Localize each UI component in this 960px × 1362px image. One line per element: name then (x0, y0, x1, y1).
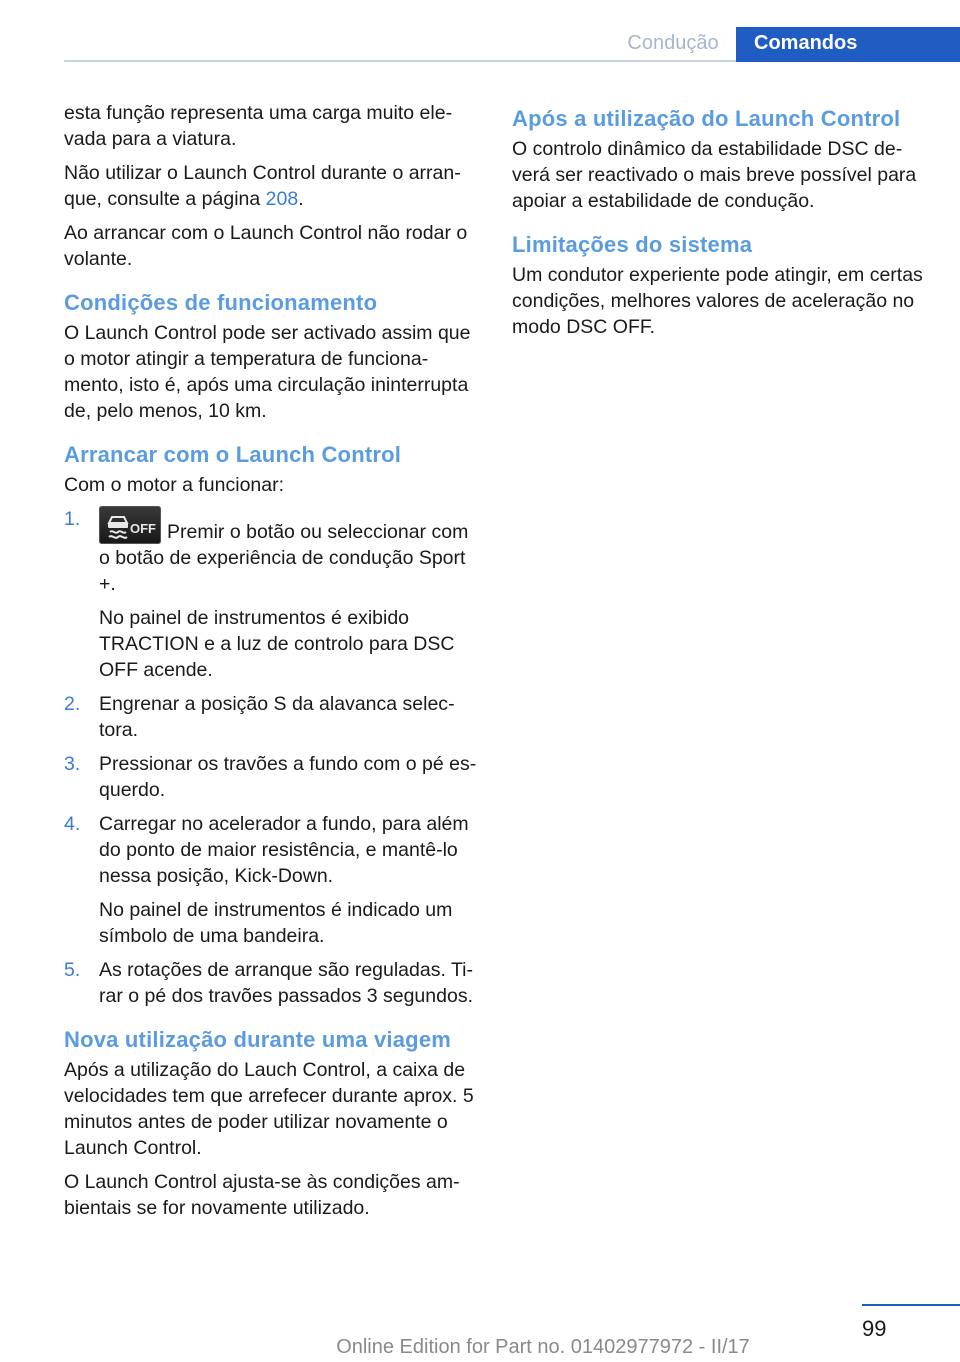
section-heading: Condições de funcionamento (64, 290, 378, 315)
steps-list (64, 506, 478, 1009)
step-text: As rotações de arranque são reguladas. Tirar o pé dos travões passados 3 segundos. (99, 959, 473, 1007)
edition-footer (0, 1336, 960, 1359)
page-header (0, 0, 960, 64)
right-column (512, 100, 926, 348)
left-column (64, 100, 478, 1229)
edition-text: Online Edition for Part no. 01402977972 - II/17 (336, 1336, 750, 1358)
page-number: 99 (862, 1316, 887, 1341)
step-number: 2. (64, 693, 81, 715)
paragraph (64, 160, 478, 212)
paragraph-text: . (298, 188, 304, 210)
step-number: 5. (64, 959, 81, 981)
step-text: Pressionar os travões a fundo com o pé esquerdo. (99, 753, 477, 801)
section-heading: Nova utilização durante uma viagem (64, 1027, 452, 1052)
paragraph: esta função representa uma carga muito elevada para a viatura. (64, 102, 453, 150)
list-item (64, 751, 478, 803)
list-item (64, 506, 478, 683)
section-heading: Após a utilização do Launch Control (512, 106, 901, 131)
step-number: 1. (64, 508, 81, 530)
paragraph: Um condutor experiente pode atingir, em certas condições, melhores valores de aceleração no modo DSC OFF. (512, 264, 923, 338)
section-heading: Arrancar com o Launch Control (64, 442, 402, 467)
paragraph: Após a utilização do Lauch Control, a caixa de velocidades tem que arrefecer durante aprox. 5 minutos antes de poder utilizar novamente o Launch Control. (64, 1059, 474, 1159)
step-text: Engrenar a posição S da alavanca selectora. (99, 693, 455, 741)
paragraph-text: Não utilizar o Launch Control durante o arranque, consulte a página (64, 162, 461, 210)
step-number: 4. (64, 813, 81, 835)
off-label: OFF (130, 521, 156, 536)
dsc-off-button-icon (99, 506, 161, 544)
chapter-tab[interactable]: Condução (627, 32, 719, 54)
step-note: No painel de instrumentos é indicado um símbolo de uma bandeira. (99, 899, 453, 947)
footer-rule (862, 1304, 960, 1306)
list-item (64, 691, 478, 743)
step-text: Premir o botão ou seleccionar com o botão de experiência de condução Sport +. (99, 521, 469, 595)
list-item (64, 957, 478, 1009)
page-reference-link[interactable]: 208 (265, 188, 299, 210)
paragraph: Com o motor a funcionar: (64, 474, 285, 496)
section-tab[interactable]: Comandos (736, 27, 960, 62)
step-note: No painel de instrumentos é exibido TRACTION e a luz de controlo para DSC OFF acende. (99, 607, 455, 681)
paragraph: Ao arrancar com o Launch Control não rodar o volante. (64, 222, 468, 270)
paragraph: O Launch Control pode ser activado assim que o motor atingir a temperatura de funcionamento, isto é, após uma circulação ininterrupta de, pelo menos, 10 km. (64, 322, 471, 422)
step-text: Carregar no acelerador a fundo, para além do ponto de maior resistência, e mantê-lo nessa posição, Kick-Down. (99, 813, 469, 887)
list-item (64, 811, 478, 949)
step-number: 3. (64, 753, 81, 775)
paragraph: O controlo dinâmico da estabilidade DSC deverá ser reactivado o mais breve possível para apoiar a estabilidade de condução. (512, 138, 917, 212)
section-heading: Limitações do sistema (512, 232, 753, 257)
paragraph: O Launch Control ajusta-se às condições ambientais se for novamente utilizado. (64, 1171, 460, 1219)
